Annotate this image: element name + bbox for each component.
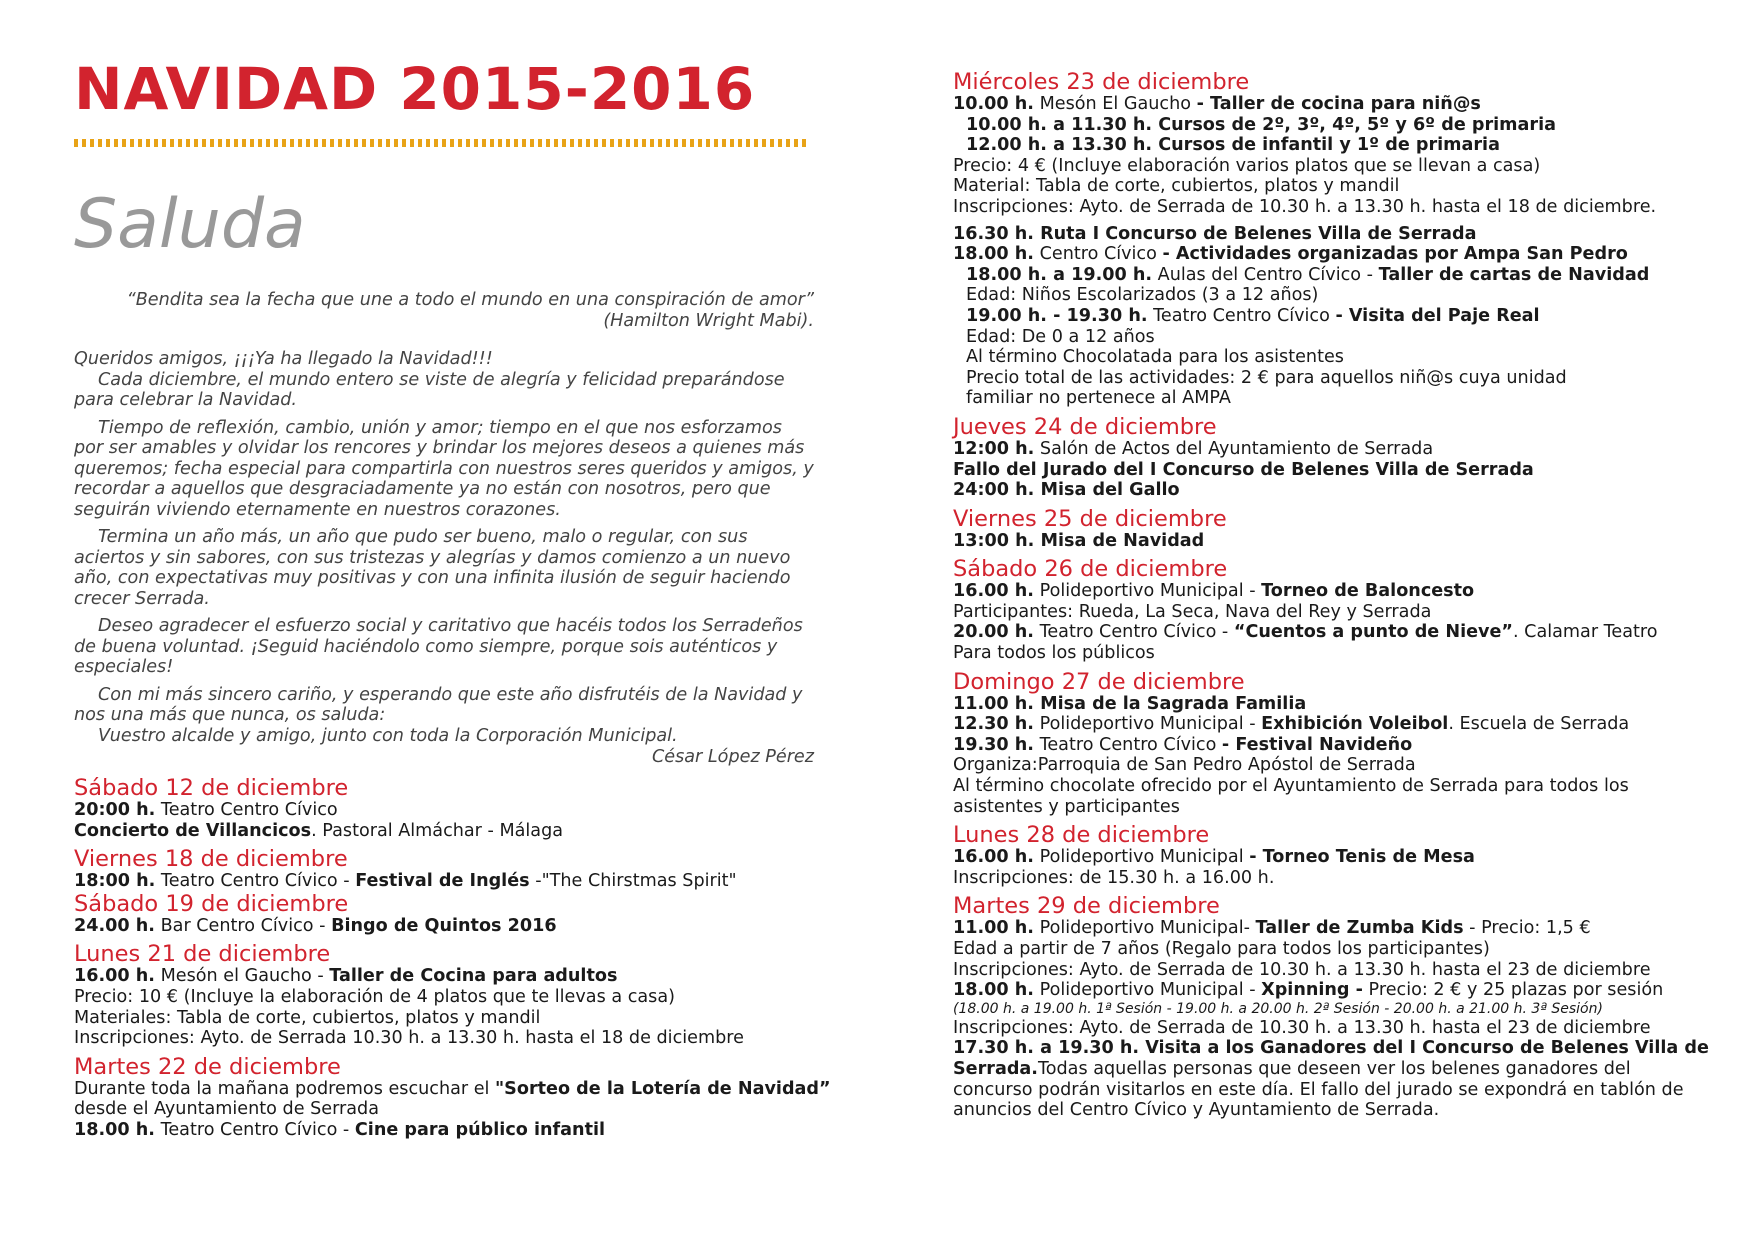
event-day-block — [953, 507, 1713, 552]
event-text: Mesón el Gaucho - — [155, 966, 330, 987]
event-line: 16.30 h. Ruta I Concurso de Belenes Villa de Serrada — [953, 223, 1477, 244]
event-day-block — [74, 776, 814, 841]
event-day-block — [953, 557, 1713, 663]
event-time: 20:00 h. — [74, 800, 156, 820]
event-title: Torneo de Baloncesto — [1261, 581, 1475, 602]
event-line: (18.00 h. a 19.00 h. 1ª Sesión - 19.00 h. a 20.00 h. 2ª Sesión - 20.00 h. a 21.00 h. 3ª Sesión) — [953, 1000, 1603, 1017]
event-text: Salón de Actos del Ayuntamiento de Serrada — [1034, 438, 1434, 459]
event-text: Teatro Centro Cívico — [1147, 305, 1336, 326]
event-line — [953, 265, 1713, 286]
event-time: 11.00 h. — [953, 918, 1034, 939]
event-text: Teatro Centro Cívico — [1034, 734, 1222, 755]
event-line: Inscripciones: Ayto. de Serrada 10.30 h. a 13.30 h. hasta el 18 de diciembre — [74, 1028, 744, 1049]
event-time: 18.00 h. a 19.00 h. — [966, 264, 1153, 285]
event-time: 18.00 h. — [953, 244, 1034, 265]
event-day-heading: Sábado 26 de diciembre — [953, 556, 1228, 583]
event-text: Teatro Centro Cívico - — [155, 1119, 355, 1140]
event-title: Festival de Inglés — [355, 871, 530, 892]
event-time: 20.00 h. — [953, 622, 1034, 643]
event-line: Edad: Niños Escolarizados (3 a 12 años) — [966, 285, 1319, 306]
event-line: Participantes: Rueda, La Seca, Nava del Rey y Serrada — [953, 601, 1432, 622]
letter-paragraph: Tiempo de reflexión, cambio, unión y amor; tiempo en el que nos esforzamos por ser amables y olvidar los rencores y brindar los mejores deseos a quienes más queremos; fecha especial para compartirla con nuestros seres queridos y amigos, y recordar a aquellos que desgraciadamente ya no están con nosotros, pero que seguirán viviendo eternamente en nuestros corazones. — [74, 417, 814, 520]
event-text: Durante toda la mañana podremos escuchar el — [74, 1078, 496, 1099]
epigraph-quote — [74, 290, 814, 331]
event-line — [74, 1078, 831, 1100]
event-line: Material: Tabla de corte, cubiertos, platos y mandil — [953, 176, 1400, 197]
event-line: Precio total de las actividades: 2 € para aquellos niñ@s cuya unidad familiar no pertenece al AMPA — [966, 367, 1567, 409]
event-line: Inscripciones: de 15.30 h. a 16.00 h. — [953, 867, 1275, 888]
event-line — [953, 244, 1713, 265]
event-line: Para todos los públicos — [953, 643, 1155, 664]
event-line — [953, 306, 1713, 327]
event-text: Todas aquellas personas que deseen ver los belenes ganadores del concurso podrán visitarlos en este día. El fallo del jurado se expondrá en tablón de anuncios del Centro Cívico y Ayuntamiento de Serrada. — [953, 1058, 1684, 1121]
event-title: - Festival Navideño — [1221, 734, 1413, 755]
event-line — [953, 581, 1713, 602]
event-line: Inscripciones: Ayto. de Serrada de 10.30 h. a 13.30 h. hasta el 23 de diciembre — [953, 959, 1651, 980]
letter-paragraph: Con mi más sincero cariño, y esperando que este año disfrutéis de la Navidad y nos una más que nunca, os saluda: — [74, 684, 803, 725]
left-event-list — [74, 775, 831, 1147]
event-line: Precio: 10 € (Incluye la elaboración de 4 platos que te llevas a casa) — [74, 986, 675, 1007]
letter-paragraph: Cada diciembre, el mundo entero se viste de alegría y felicidad preparándose para celebrar la Navidad. — [74, 369, 785, 410]
event-text: . Calamar Teatro — [1513, 622, 1658, 643]
event-title: - Visita del Paje Real — [1335, 305, 1540, 326]
event-line: desde el Ayuntamiento de Serrada — [74, 1099, 380, 1120]
event-text: Polideportivo Municipal - — [1034, 581, 1262, 602]
event-line: Inscripciones: Ayto. de Serrada de 10.30 h. a 13.30 h. hasta el 23 de diciembre — [953, 1017, 1651, 1038]
event-text: Centro Cívico — [1034, 244, 1163, 265]
event-line: Fallo del Jurado del I Concurso de Belenes Villa de Serrada — [953, 459, 1534, 480]
event-day-block — [953, 894, 1713, 1120]
event-day-block — [953, 70, 1713, 409]
event-title: Cine para público infantil — [354, 1119, 606, 1140]
event-time: 16.00 h. — [74, 966, 155, 987]
event-title: - Torneo Tenis de Mesa — [1249, 847, 1475, 868]
event-title: "Sorteo de la Lotería de Navidad” — [495, 1078, 831, 1099]
dotted-divider — [74, 139, 807, 147]
event-day-heading: Viernes 25 de diciembre — [953, 505, 1227, 532]
event-line: Precio: 4 € (Incluye elaboración varios platos que se llevan a casa) — [953, 155, 1541, 176]
event-line: 10.00 h. a 11.30 h. Cursos de 2º, 3º, 4º, 5º y 6º de primaria — [966, 114, 1556, 135]
event-day-heading: Domingo 27 de diciembre — [953, 668, 1245, 695]
event-title: 17.30 h. a 19.30 h. Visita a los Ganadores del I Concurso de Belenes Villa de Serrada. — [953, 1038, 1709, 1079]
event-time: 18:00 h. — [74, 871, 156, 892]
event-line — [74, 1120, 814, 1141]
event-time: 12.30 h. — [953, 714, 1034, 735]
letter-greeting: Queridos amigos, ¡¡¡Ya ha llegado la Navidad!!! — [74, 349, 493, 369]
event-text: Polideportivo Municipal — [1034, 847, 1250, 868]
event-day-heading: Martes 29 de diciembre — [953, 893, 1220, 920]
event-day-block — [953, 823, 1713, 888]
event-text: Teatro Centro Cívico - — [1034, 622, 1234, 643]
event-title: Taller de Zumba Kids — [1255, 918, 1464, 939]
event-day-heading: Viernes 18 de diciembre — [74, 846, 348, 873]
letter-paragraph: Deseo agradecer el esfuerzo social y caritativo que hacéis todos los Serradeños de buena voluntad. ¡Seguid haciéndolo como siempre, porque sois auténticos y especiales! — [74, 616, 803, 677]
event-time: 10.00 h. — [953, 94, 1034, 114]
event-text: Teatro Centro Cívico - — [155, 871, 356, 892]
event-day-heading: Sábado 12 de diciembre — [74, 775, 349, 801]
event-line — [953, 714, 1713, 735]
event-text: - Precio: 1,5 € — [1463, 918, 1591, 939]
event-title: Concierto de Villancicos — [74, 820, 312, 841]
event-text: Teatro Centro Cívico — [155, 800, 338, 820]
event-line — [74, 916, 814, 937]
page-title: NAVIDAD 2015-2016 — [74, 55, 756, 123]
event-line — [953, 622, 1713, 643]
event-day-heading: Jueves 24 de diciembre — [953, 413, 1217, 440]
event-title: “Cuentos a punto de Nieve” — [1233, 622, 1513, 643]
event-text: Polideportivo Municipal - — [1034, 980, 1262, 1001]
event-line — [953, 94, 1713, 115]
event-line — [953, 439, 1713, 460]
event-title: Taller de Cocina para adultos — [329, 966, 618, 987]
event-day-heading: Lunes 28 de diciembre — [953, 822, 1210, 849]
event-line: Al término chocolate ofrecido por el Ayuntamiento de Serrada para todos los asistentes y participantes — [953, 776, 1629, 817]
event-text: -"The Chirstmas Spirit" — [529, 871, 737, 892]
event-day-block — [74, 942, 814, 1048]
event-title: - Taller de cocina para niñ@s — [1196, 94, 1481, 114]
event-line: Edad: De 0 a 12 años — [966, 326, 1155, 347]
letter-signature: César López Pérez — [652, 747, 814, 767]
event-line — [74, 800, 814, 821]
event-line: Inscripciones: Ayto. de Serrada de 10.30 h. a 13.30 h. hasta el 18 de diciembre. — [953, 196, 1657, 217]
quote-text: “Bendita sea la fecha que une a todo el mundo en una conspiración de amor” — [126, 290, 814, 310]
event-day-block — [74, 847, 814, 892]
event-day-heading: Sábado 19 de diciembre — [74, 890, 349, 917]
event-line: Organiza:Parroquia de San Pedro Apóstol de Serrada — [953, 755, 1416, 776]
event-line — [74, 871, 814, 892]
event-text: Precio: 2 € y 25 plazas por sesión — [1362, 980, 1664, 1001]
section-title-saluda: Saluda — [74, 185, 306, 264]
event-text: Polideportivo Municipal - — [1034, 714, 1262, 735]
event-time: 16.00 h. — [953, 581, 1034, 602]
event-line: Materiales: Tabla de corte, cubiertos, platos y mandil — [74, 1007, 541, 1028]
event-title: Taller de cartas de Navidad — [1378, 264, 1650, 285]
event-line — [953, 847, 1713, 868]
event-title: Exhibición Voleibol — [1261, 714, 1449, 735]
event-day-block — [953, 415, 1713, 501]
event-title: - Actividades organizadas por Ampa San Pedro — [1162, 244, 1628, 265]
event-text: Bar Centro Cívico - — [155, 915, 332, 936]
event-line: Al término Chocolatada para los asistentes — [966, 347, 1344, 368]
event-title: Bingo de Quintos 2016 — [331, 915, 557, 936]
event-line — [74, 821, 814, 842]
event-time: 24.00 h. — [74, 915, 155, 936]
event-line — [953, 980, 1713, 1001]
event-text: Mesón El Gaucho — [1034, 94, 1197, 114]
event-day-block — [953, 670, 1713, 818]
event-day-block — [74, 1053, 831, 1141]
event-day-heading: Miércoles 23 de diciembre — [953, 69, 1250, 95]
event-line — [953, 918, 1713, 939]
event-time: 19.00 h. - 19.30 h. — [966, 305, 1148, 326]
event-text: Polideportivo Municipal- — [1034, 918, 1256, 939]
event-title: Xpinning - — [1261, 980, 1363, 1001]
event-text: . Escuela de Serrada — [1448, 714, 1630, 735]
event-line: Edad a partir de 7 años (Regalo para todos los participantes) — [953, 939, 1490, 959]
event-line: 13:00 h. Misa de Navidad — [953, 530, 1205, 551]
event-time: 18.00 h. — [74, 1119, 155, 1140]
greeting-letter — [74, 290, 814, 775]
event-time: 18.00 h. — [953, 980, 1034, 1001]
letter-closing: Vuestro alcalde y amigo, junto con toda la Corporación Municipal. — [98, 725, 678, 746]
event-time: 19.30 h. — [953, 734, 1034, 755]
event-day-heading: Lunes 21 de diciembre — [74, 941, 331, 968]
event-line — [74, 966, 814, 987]
event-line: 12.00 h. a 13.30 h. Cursos de infantil y 1º de primaria — [966, 135, 1500, 156]
event-line — [953, 1038, 1713, 1120]
event-text: . Pastoral Almáchar - Málaga — [311, 820, 564, 841]
quote-author: (Hamilton Wright Mabi). — [603, 310, 814, 331]
event-line — [953, 735, 1713, 756]
event-day-block — [74, 892, 814, 937]
letter-paragraph: Termina un año más, un año que pudo ser bueno, malo o regular, con sus aciertos y sin sabores, con sus tristezas y alegrías y damos comienzo a un nuevo año, con expectativas muy positivas y con una infinita ilusión de seguir haciendo crecer Serrada. — [74, 527, 791, 609]
event-line: 24:00 h. Misa del Gallo — [953, 480, 1180, 501]
event-text: Aulas del Centro Cívico - — [1152, 264, 1379, 285]
event-time: 12:00 h. — [953, 438, 1035, 459]
event-day-heading: Martes 22 de diciembre — [74, 1053, 341, 1080]
event-time: 16.00 h. — [953, 847, 1034, 868]
event-line: 11.00 h. Misa de la Sagrada Familia — [953, 693, 1307, 714]
right-event-list — [953, 70, 1713, 1127]
